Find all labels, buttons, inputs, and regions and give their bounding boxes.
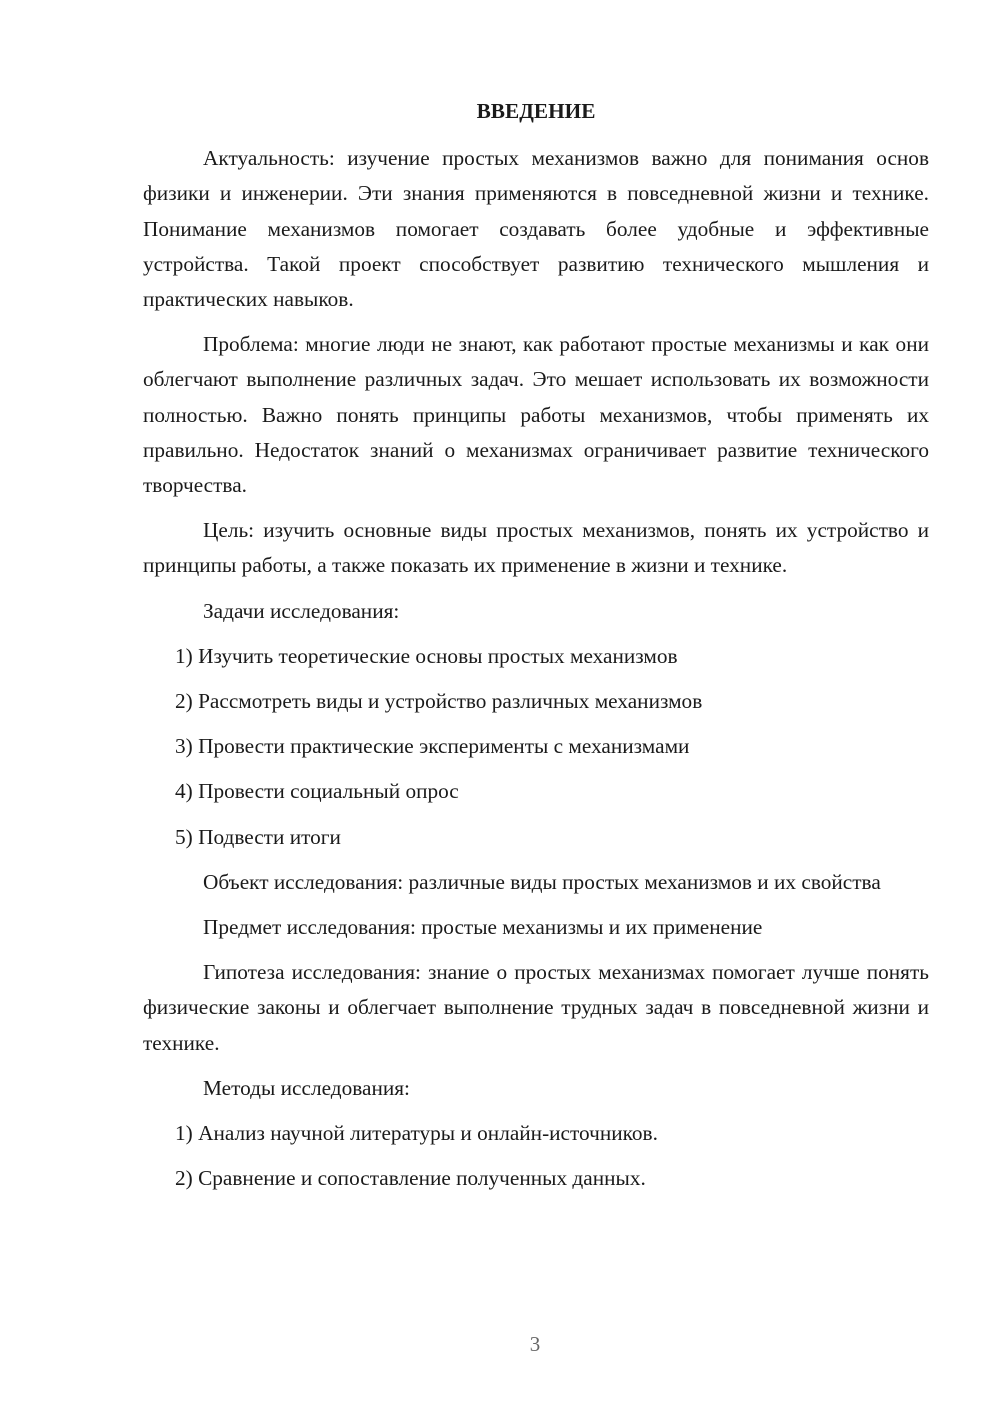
object-paragraph: Объект исследования: различные виды простых механизмов и их свойства	[203, 869, 881, 894]
tasks-list-item: 5) Подвести итоги	[175, 824, 341, 849]
tasks-label: Задачи исследования:	[203, 598, 400, 623]
hypothesis-paragraph: Гипотеза исследования: знание о простых механизмах помогает лучше понять физические законы и облегчает выполнение трудных задач в повседневной жизни и технике.	[143, 960, 929, 1055]
methods-list-item: 1) Анализ научной литературы и онлайн-источников.	[175, 1121, 658, 1146]
methods-label: Методы исследования:	[203, 1075, 410, 1100]
tasks-list-item: 4) Провести социальный опрос	[175, 779, 459, 804]
document-page	[143, 94, 929, 1206]
subject-paragraph: Предмет исследования: простые механизмы и их применение	[203, 915, 763, 940]
methods-list	[143, 1116, 929, 1196]
relevance-paragraph: Актуальность: изучение простых механизмов важно для понимания основ физики и инженерии. Эти знания применяются в повседневной жизни и технике. Понимание механизмов помогает создавать более удобные и эффективные устройства. Такой проект способствует развитию технического мышления и практических навыков.	[143, 146, 929, 312]
page-number: 3	[529, 1332, 541, 1356]
problem-paragraph: Проблема: многие люди не знают, как работают простые механизмы и как они облегчают выполнение различных задач. Это мешает использовать их возможности полностью. Важно понять принципы работы механизмов, чтобы применять их правильно. Недостаток знаний о механизмах ограничивает развитие технического творчества.	[143, 332, 929, 498]
tasks-list-item: 3) Провести практические эксперименты с механизмами	[175, 734, 690, 759]
tasks-list	[143, 639, 929, 855]
tasks-list-item: 1) Изучить теоретические основы простых механизмов	[175, 643, 678, 668]
methods-list-item: 2) Сравнение и сопоставление полученных данных.	[175, 1166, 646, 1191]
goal-paragraph: Цель: изучить основные виды простых механизмов, понять их устройство и принципы работы, а также показать их применение в жизни и технике.	[143, 518, 929, 578]
tasks-list-item: 2) Рассмотреть виды и устройство различных механизмов	[175, 689, 703, 714]
section-heading: ВВЕДЕНИЕ	[476, 99, 596, 123]
